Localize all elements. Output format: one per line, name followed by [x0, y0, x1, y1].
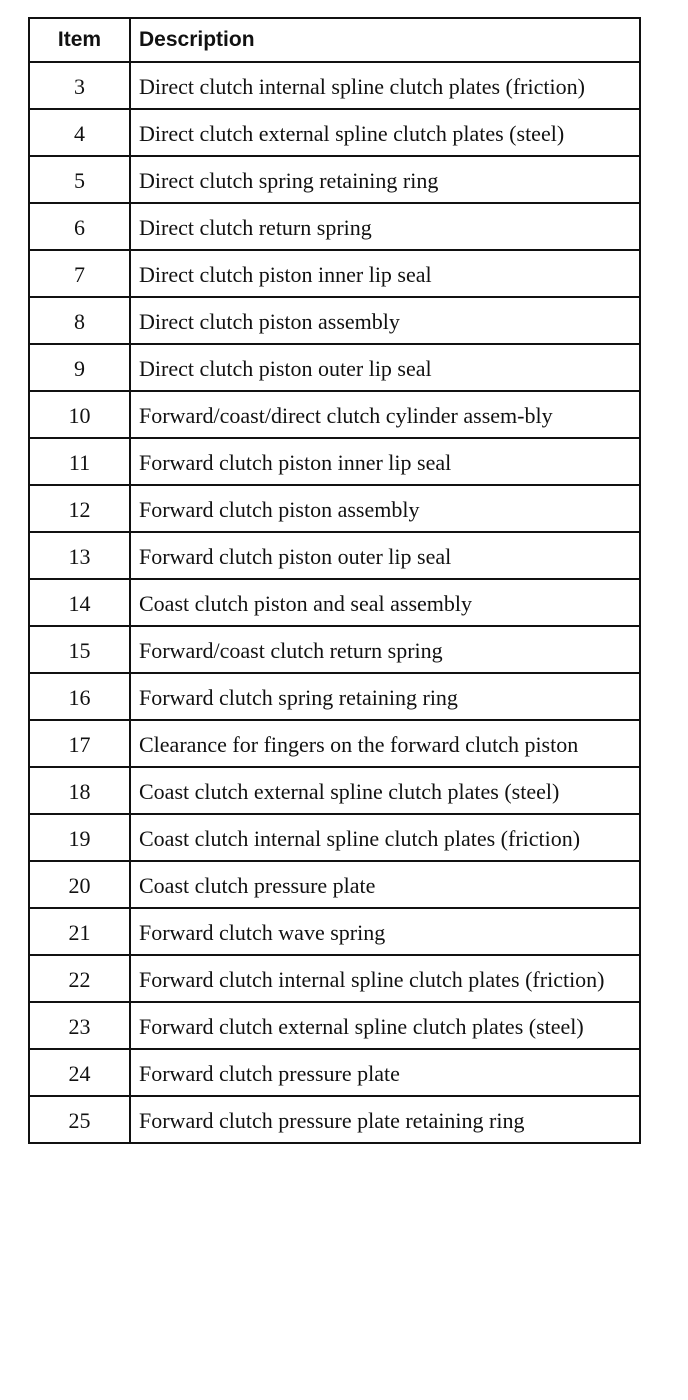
table-row [29, 1096, 640, 1143]
item-number-cell: 19 [29, 814, 130, 861]
item-column-header: Item [29, 18, 130, 62]
description-cell: Forward clutch external spline clutch plates (steel) [130, 1002, 640, 1049]
description-cell: Direct clutch return spring [130, 203, 640, 250]
description-cell: Direct clutch external spline clutch plates (steel) [130, 109, 640, 156]
description-column-header: Description [130, 18, 640, 62]
item-number-cell: 14 [29, 579, 130, 626]
description-cell: Forward clutch pressure plate [130, 1049, 640, 1096]
item-number-cell: 25 [29, 1096, 130, 1143]
description-cell: Forward clutch piston inner lip seal [130, 438, 640, 485]
table-row [29, 532, 640, 579]
table-row [29, 579, 640, 626]
description-cell: Forward clutch piston assembly [130, 485, 640, 532]
table-row [29, 861, 640, 908]
table-row [29, 485, 640, 532]
item-number-cell: 7 [29, 250, 130, 297]
item-number-cell: 15 [29, 626, 130, 673]
item-number-cell: 5 [29, 156, 130, 203]
item-number-cell: 16 [29, 673, 130, 720]
description-cell: Forward clutch wave spring [130, 908, 640, 955]
item-number-cell: 6 [29, 203, 130, 250]
description-cell: Coast clutch piston and seal assembly [130, 579, 640, 626]
table-row [29, 908, 640, 955]
description-cell: Direct clutch piston assembly [130, 297, 640, 344]
item-number-cell: 17 [29, 720, 130, 767]
description-cell: Coast clutch external spline clutch plates (steel) [130, 767, 640, 814]
table-row [29, 673, 640, 720]
item-number-cell: 20 [29, 861, 130, 908]
table-row [29, 438, 640, 485]
table-row [29, 156, 640, 203]
table-row [29, 814, 640, 861]
item-number-cell: 8 [29, 297, 130, 344]
item-number-cell: 12 [29, 485, 130, 532]
item-number-cell: 22 [29, 955, 130, 1002]
table-row [29, 203, 640, 250]
table-row [29, 297, 640, 344]
description-cell: Coast clutch internal spline clutch plates (friction) [130, 814, 640, 861]
item-number-cell: 18 [29, 767, 130, 814]
item-number-cell: 10 [29, 391, 130, 438]
item-number-cell: 13 [29, 532, 130, 579]
item-number-cell: 3 [29, 62, 130, 109]
description-cell: Direct clutch piston inner lip seal [130, 250, 640, 297]
table-row [29, 720, 640, 767]
item-number-cell: 21 [29, 908, 130, 955]
description-cell: Forward clutch spring retaining ring [130, 673, 640, 720]
table-row [29, 955, 640, 1002]
header-row [29, 18, 640, 62]
item-number-cell: 4 [29, 109, 130, 156]
description-cell: Forward clutch pressure plate retaining ring [130, 1096, 640, 1143]
description-cell: Forward clutch internal spline clutch plates (friction) [130, 955, 640, 1002]
table-row [29, 344, 640, 391]
item-number-cell: 9 [29, 344, 130, 391]
parts-table [28, 17, 641, 1144]
item-number-cell: 24 [29, 1049, 130, 1096]
table-row [29, 626, 640, 673]
item-number-cell: 23 [29, 1002, 130, 1049]
table-row [29, 1049, 640, 1096]
description-cell: Coast clutch pressure plate [130, 861, 640, 908]
description-cell: Direct clutch piston outer lip seal [130, 344, 640, 391]
description-cell: Forward clutch piston outer lip seal [130, 532, 640, 579]
table-row [29, 62, 640, 109]
table-row [29, 391, 640, 438]
table-row [29, 767, 640, 814]
table-row [29, 109, 640, 156]
description-cell: Forward/coast clutch return spring [130, 626, 640, 673]
table-row [29, 250, 640, 297]
description-cell: Direct clutch internal spline clutch plates (friction) [130, 62, 640, 109]
table-row [29, 1002, 640, 1049]
description-cell: Clearance for fingers on the forward clutch piston [130, 720, 640, 767]
description-cell: Direct clutch spring retaining ring [130, 156, 640, 203]
description-cell: Forward/coast/direct clutch cylinder assem-bly [130, 391, 640, 438]
item-number-cell: 11 [29, 438, 130, 485]
